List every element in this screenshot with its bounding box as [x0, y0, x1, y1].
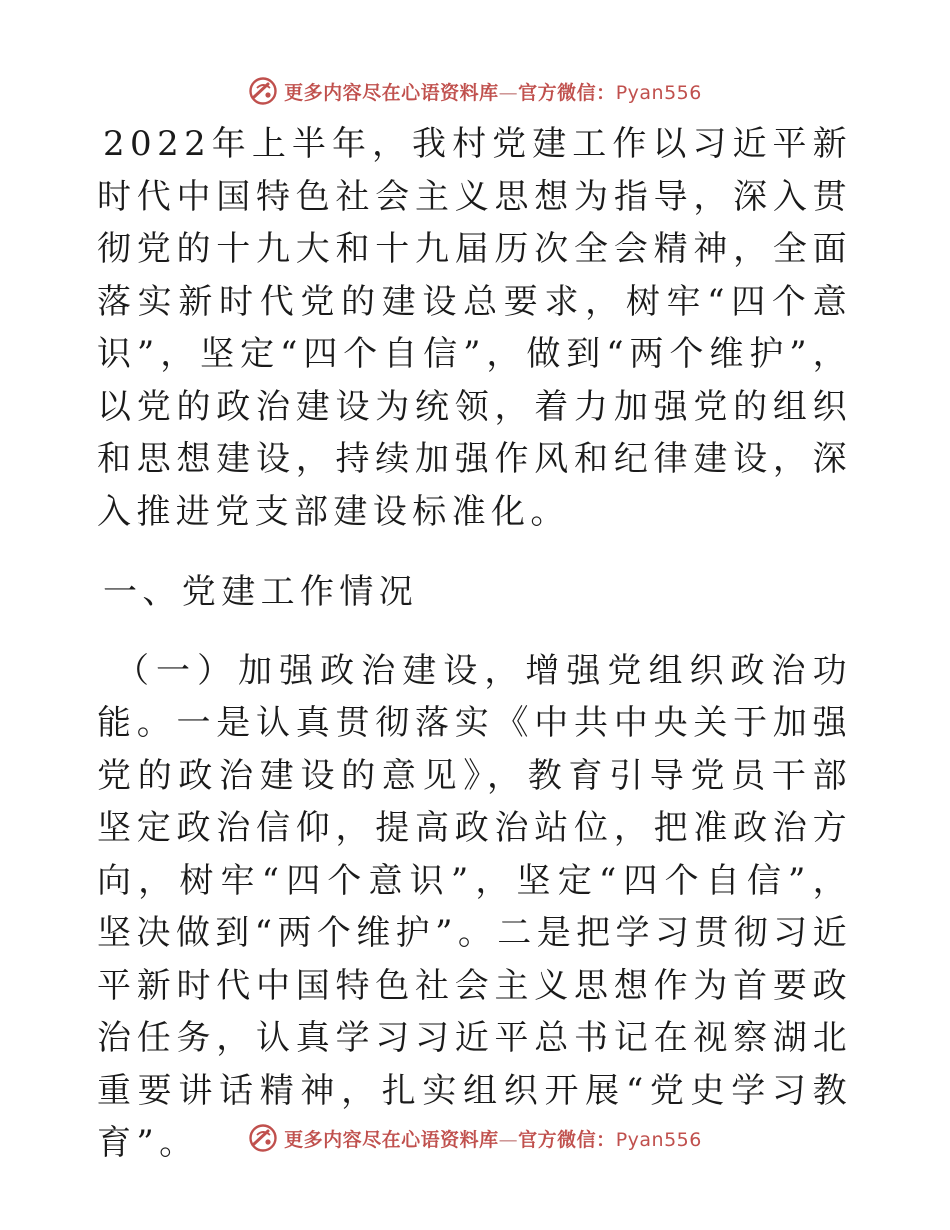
- mouse-pen-logo-icon: [248, 1123, 278, 1153]
- section-heading: 一、党建工作情况: [103, 572, 419, 612]
- watermark-text: 更多内容尽在心语资料库—官方微信：Pyan556: [284, 81, 702, 104]
- body-paragraph: （一）加强政治建设，增强党组织政治功能。一是认真贯彻落实《中共中央关于加强党的政治建设的意见》，教育引导党员干部坚定政治信仰，提高政治站位，把准政治方向，树牢“四个意识”，坚定“四个自信”，坚决做到“两个维护”。二是把学习贯彻习近平新时代中国特色社会主义思想作为首要政治任务，认真学习习近平总书记在视察湖北重要讲话精神，扎实组织开展“党史学习教育”。: [97, 650, 852, 1163]
- footer-watermark: [0, 1121, 950, 1155]
- document-body: [97, 118, 852, 1170]
- header-watermark: [0, 74, 950, 108]
- mouse-pen-logo-icon: [248, 76, 278, 106]
- watermark-text: 更多内容尽在心语资料库—官方微信：Pyan556: [284, 1128, 702, 1151]
- intro-paragraph: 2022年上半年，我村党建工作以习近平新时代中国特色社会主义思想为指导，深入贯彻党的十九大和十九届历次全会精神，全面落实新时代党的建设总要求，树牢“四个意识”，坚定“四个自信”，做到“两个维护”，以党的政治建设为统领，着力加强党的组织和思想建设，持续加强作风和纪律建设，深入推进党支部建设标准化。: [97, 124, 852, 532]
